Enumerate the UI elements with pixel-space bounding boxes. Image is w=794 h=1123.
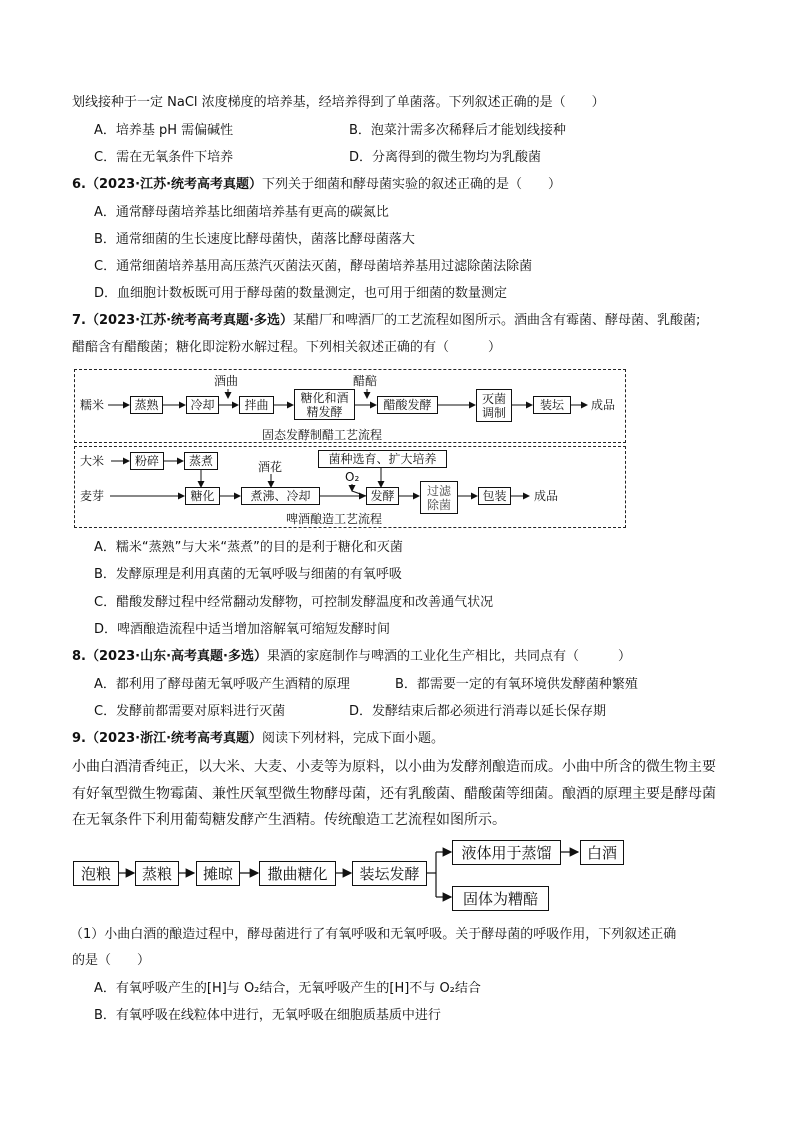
beer-flow-caption: 啤酒酿造工艺流程 xyxy=(286,512,383,526)
q9-number: 9. xyxy=(72,731,86,746)
q8-option-d[interactable]: D．发酵结束后都必须进行消毒以延长保存期 xyxy=(349,704,607,719)
vinegar-add-cupei: 醋醅 xyxy=(353,374,378,388)
step-jar: 装坛 xyxy=(533,396,571,414)
step-pack: 包装 xyxy=(478,487,511,505)
step-steam-rice: 蒸熟 xyxy=(130,396,163,414)
q6-option-b[interactable]: B．通常细菌的生长速度比酵母菌快，菌落比酵母菌落大 xyxy=(94,232,415,247)
beer-start-malt: 麦芽 xyxy=(80,489,105,503)
solid-zaopei-box: 固体为糟醅 xyxy=(452,886,549,911)
vinegar-flow-caption: 固态发酵制醋工艺流程 xyxy=(262,428,383,442)
step-steam-grain: 蒸粮 xyxy=(135,861,179,886)
q6-stem-text: 下列关于细菌和酵母菌实验的叙述正确的是（ ） xyxy=(262,177,562,192)
q5-option-a[interactable]: A．培养基 pH 需偏碱性 xyxy=(94,123,234,138)
step-saccharification-alcohol: 糖化和酒精发酵 xyxy=(294,389,355,420)
q5-option-d[interactable]: D．分离得到的微生物均为乳酸菌 xyxy=(349,150,542,165)
q7-option-d[interactable]: D．啤酒酿造流程中适当增加溶解氧可缩短发酵时间 xyxy=(94,622,391,637)
vinegar-start-label: 糯米 xyxy=(80,398,105,412)
baijiu-box: 白酒 xyxy=(580,840,624,865)
q9-source: （2023·浙江·统考高考真题） xyxy=(85,731,263,746)
q7-option-b[interactable]: B．发酵原理是利用真菌的无氧呼吸与细菌的有氧呼吸 xyxy=(94,567,402,582)
step-steam-boil: 蒸煮 xyxy=(184,452,218,470)
q6-option-c[interactable]: C．通常细菌培养基用高压蒸汽灭菌法灭菌，酵母菌培养基用过滤除菌法除菌 xyxy=(94,259,533,274)
step-saccharify: 糖化 xyxy=(185,487,220,505)
step-jar-ferment: 装坛发酵 xyxy=(352,861,427,886)
q6-source: （2023·江苏·统考高考真题） xyxy=(85,177,263,192)
step-boil-cool: 煮沸、冷却 xyxy=(241,487,320,505)
q9-material-line3: 在无氧条件下利用葡萄糖发酵产生酒精。传统酿造工艺流程如图所示。 xyxy=(72,812,506,828)
q6-option-d[interactable]: D．血细胞计数板既可用于酵母菌的数量测定，也可用于细菌的数量测定 xyxy=(94,286,508,301)
q5-stem-tail: 划线接种于一定 NaCl 浓度梯度的培养基，经培养得到了单菌落。下列叙述正确的是（ ） xyxy=(72,95,605,110)
q9-option-b[interactable]: B．有氧呼吸在线粒体中进行，无氧呼吸在细胞质基质中进行 xyxy=(94,1008,441,1023)
step-filter-sterilize: 过滤除菌 xyxy=(420,481,458,514)
q8-option-c[interactable]: C．发酵前都需要对原料进行灭菌 xyxy=(94,704,286,719)
q9-sub1-stem-line2: 的是（ ） xyxy=(72,953,151,968)
step-mix-qu: 拌曲 xyxy=(239,396,274,414)
q9-stem-text: 阅读下列材料，完成下面小题。 xyxy=(262,731,445,746)
q5-option-b[interactable]: B．泡菜汁需多次稀释后才能划线接种 xyxy=(349,123,566,138)
q7-stem-line2: 醋醅含有醋酸菌；糖化即淀粉水解过程。下列相关叙述正确的有（ ） xyxy=(72,340,502,355)
q8-stem-text: 果酒的家庭制作与啤酒的工业化生产相比，共同点有（ ） xyxy=(266,649,631,664)
q8-source: （2023·山东·高考真题·多选） xyxy=(85,649,267,664)
q7-stem-text1: 某醋厂和啤酒厂的工艺流程如图所示。酒曲含有霉菌、酵母菌、乳酸菌; xyxy=(292,313,701,328)
q9-option-a[interactable]: A．有氧呼吸产生的[H]与 O₂结合，无氧呼吸产生的[H]不与 O₂结合 xyxy=(94,981,481,996)
beer-add-oxygen: O₂ xyxy=(345,470,360,484)
vinegar-add-jiuqu: 酒曲 xyxy=(214,374,239,388)
step-soak-grain: 泡粮 xyxy=(73,861,119,886)
step-spread-cool: 摊晾 xyxy=(196,861,240,886)
step-sterilize-blend: 灭菌调制 xyxy=(476,389,512,422)
beer-end-label: 成品 xyxy=(534,489,559,503)
q9-material-line1: 小曲白酒清香纯正，以大米、大麦、小麦等为原料，以小曲为发酵剂酿造而成。小曲中所含的微生物主要 xyxy=(72,759,716,775)
q5-option-c[interactable]: C．需在无氧条件下培养 xyxy=(94,150,234,165)
liquid-distill-box: 液体用于蒸馏 xyxy=(452,840,561,865)
q8-option-a[interactable]: A．都利用了酵母菌无氧呼吸产生酒精的原理 xyxy=(94,677,350,692)
step-cool: 冷却 xyxy=(186,396,219,414)
step-crush: 粉碎 xyxy=(130,452,164,470)
step-acetic-fermentation: 醋酸发酵 xyxy=(377,396,438,414)
q7-option-c[interactable]: C．醋酸发酵过程中经常翻动发酵物，可控制发酵温度和改善通气状况 xyxy=(94,595,494,610)
step-ferment: 发酵 xyxy=(366,487,399,505)
q9-sub1-stem-line1: （1）小曲白酒的酿造过程中，酵母菌进行了有氧呼吸和无氧呼吸。关于酵母菌的呼吸作用，下列叙述正确 xyxy=(70,927,677,942)
beer-start-rice: 大米 xyxy=(80,454,105,468)
vinegar-end-label: 成品 xyxy=(591,398,616,412)
q8-number: 8. xyxy=(72,649,86,664)
q7-number: 7. xyxy=(72,313,86,328)
q9-material-line2: 有好氧型微生物霉菌、兼性厌氧型微生物酵母菌，还有乳酸菌、醋酸菌等细菌。酿酒的原理主要是酵母菌 xyxy=(72,786,716,802)
beer-add-hops: 酒花 xyxy=(258,460,283,474)
q8-option-b[interactable]: B．都需要一定的有氧环境供发酵菌种繁殖 xyxy=(395,677,638,692)
q6-option-a[interactable]: A．通常酵母菌培养基比细菌培养基有更高的碳氮比 xyxy=(94,205,389,220)
q6-number: 6. xyxy=(72,177,86,192)
q7-option-a[interactable]: A．糯米“蒸熟”与大米“蒸煮”的目的是利于糖化和灭菌 xyxy=(94,540,403,555)
step-strain-culture: 菌种选育、扩大培养 xyxy=(318,450,447,468)
q7-source: （2023·江苏·统考高考真题·多选） xyxy=(85,313,293,328)
step-sprinkle-qu: 撒曲糖化 xyxy=(259,861,336,886)
